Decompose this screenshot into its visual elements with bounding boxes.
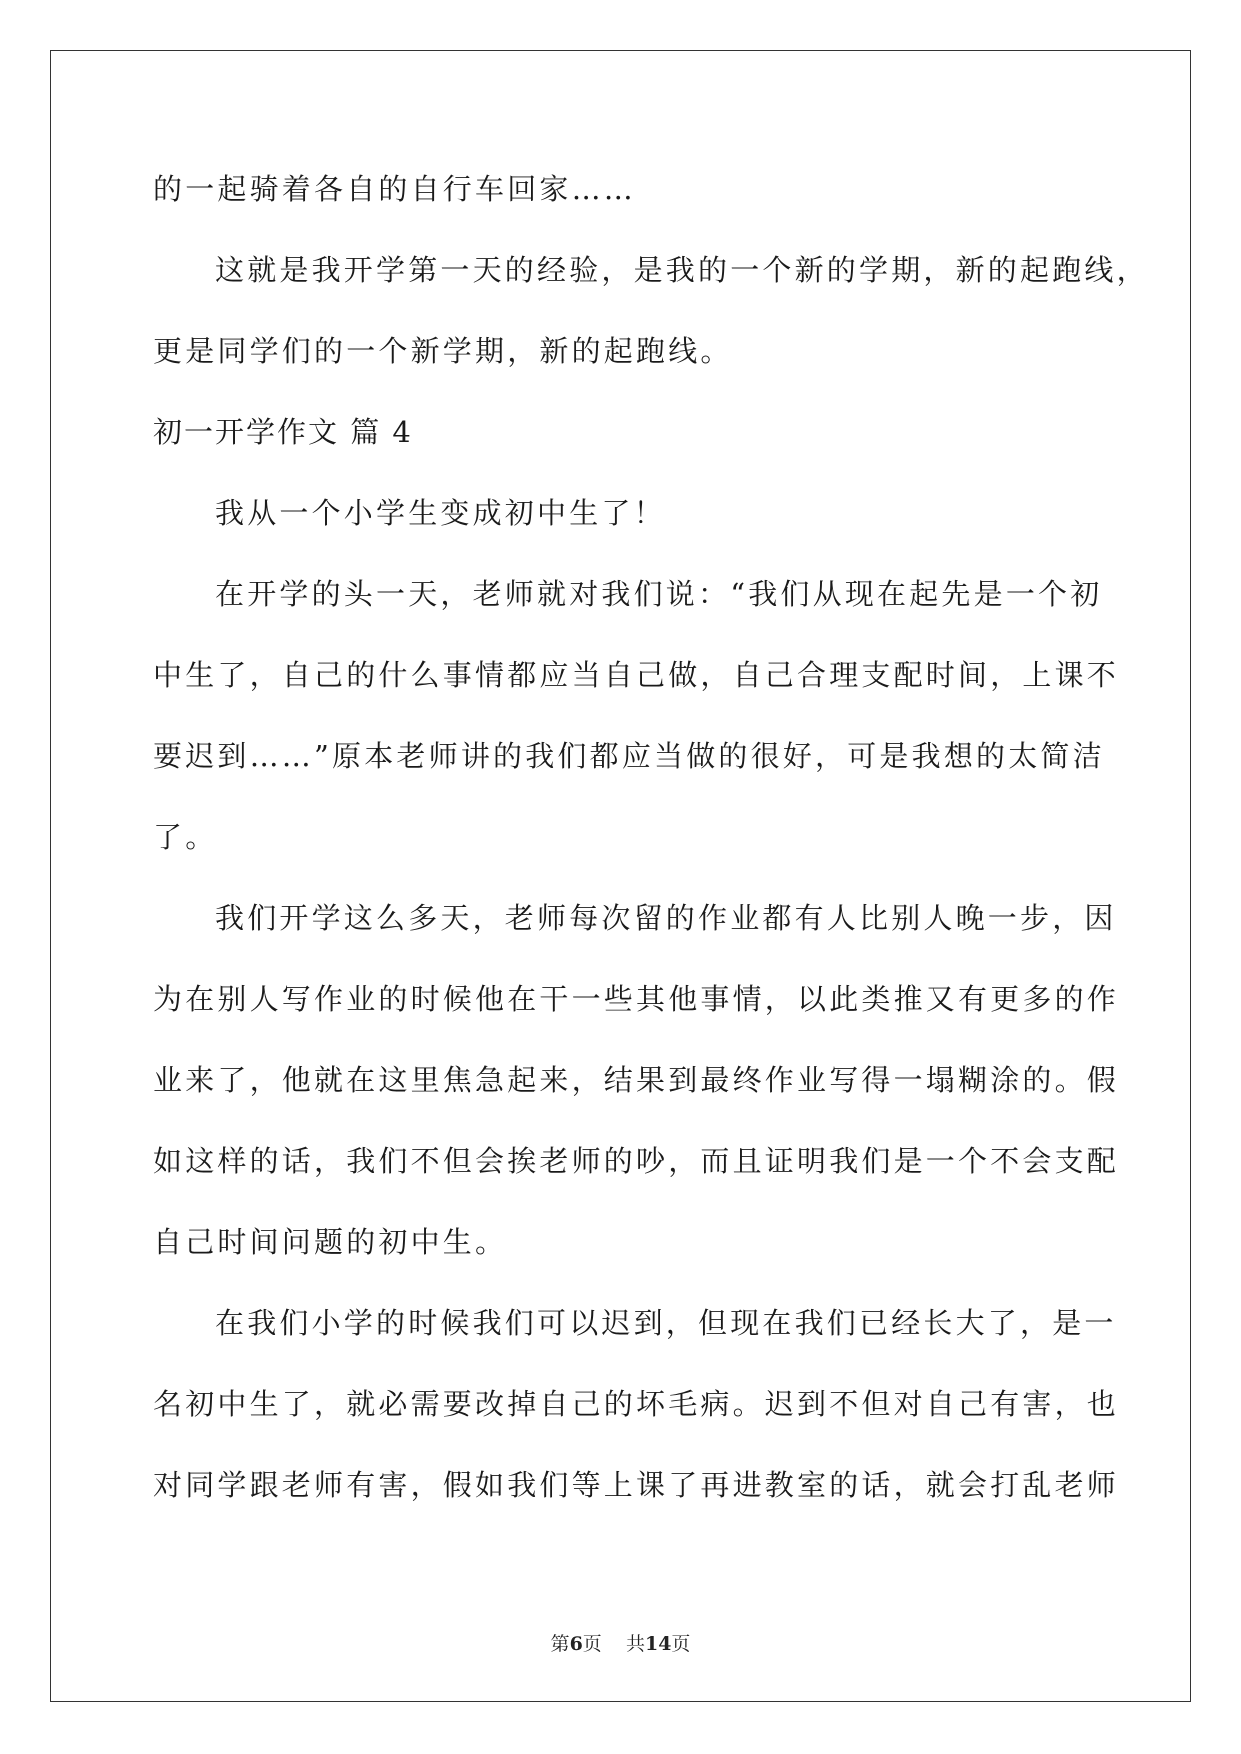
text-line: 了。	[153, 820, 218, 854]
text-line: 名初中生了，就必需要改掉自己的坏毛病。迟到不但对自己有害，也	[153, 1387, 1120, 1421]
text-line: 业来了，他就在这里焦急起来，结果到最终作业写得一塌糊涂的。假	[153, 1063, 1120, 1097]
text-line: 要迟到……”原本老师讲的我们都应当做的很好，可是我想的太简洁	[153, 739, 1105, 773]
paragraph-start-line: 在开学的头一天，老师就对我们说：“我们从现在起先是一个初	[215, 577, 1103, 611]
page-border	[50, 50, 1191, 1702]
text-line: 为在别人写作业的时候他在干一些其他事情，以此类推又有更多的作	[153, 982, 1120, 1016]
footer-current-page: 6	[569, 1633, 583, 1655]
section-heading: 初一开学作文 篇 4	[153, 415, 413, 449]
page-footer	[0, 1632, 1241, 1656]
text-line: 自己时间问题的初中生。	[153, 1225, 508, 1259]
text-line: 中生了，自己的什么事情都应当自己做，自己合理支配时间，上课不	[153, 658, 1120, 692]
paragraph-start-line: 这就是我开学第一天的经验，是我的一个新的学期，新的起跑线，	[215, 253, 1149, 287]
text-line: 的一起骑着各自的自行车回家……	[153, 172, 637, 206]
footer-total-pages: 14	[644, 1633, 672, 1655]
footer-middle: 页 共	[582, 1633, 645, 1655]
paragraph-start-line: 我们开学这么多天，老师每次留的作业都有人比别人晚一步，因	[215, 901, 1117, 935]
paragraph-start-line: 我从一个小学生变成初中生了！	[215, 496, 666, 530]
text-line: 更是同学们的一个新学期，新的起跑线。	[153, 334, 733, 368]
text-line: 对同学跟老师有害，假如我们等上课了再进教室的话，就会打乱老师	[153, 1468, 1120, 1502]
text-line: 如这样的话，我们不但会挨老师的吵，而且证明我们是一个不会支配	[153, 1144, 1120, 1178]
paragraph-start-line: 在我们小学的时候我们可以迟到，但现在我们已经长大了，是一	[215, 1306, 1117, 1340]
footer-prefix: 第	[550, 1633, 570, 1655]
footer-suffix: 页	[671, 1633, 691, 1655]
